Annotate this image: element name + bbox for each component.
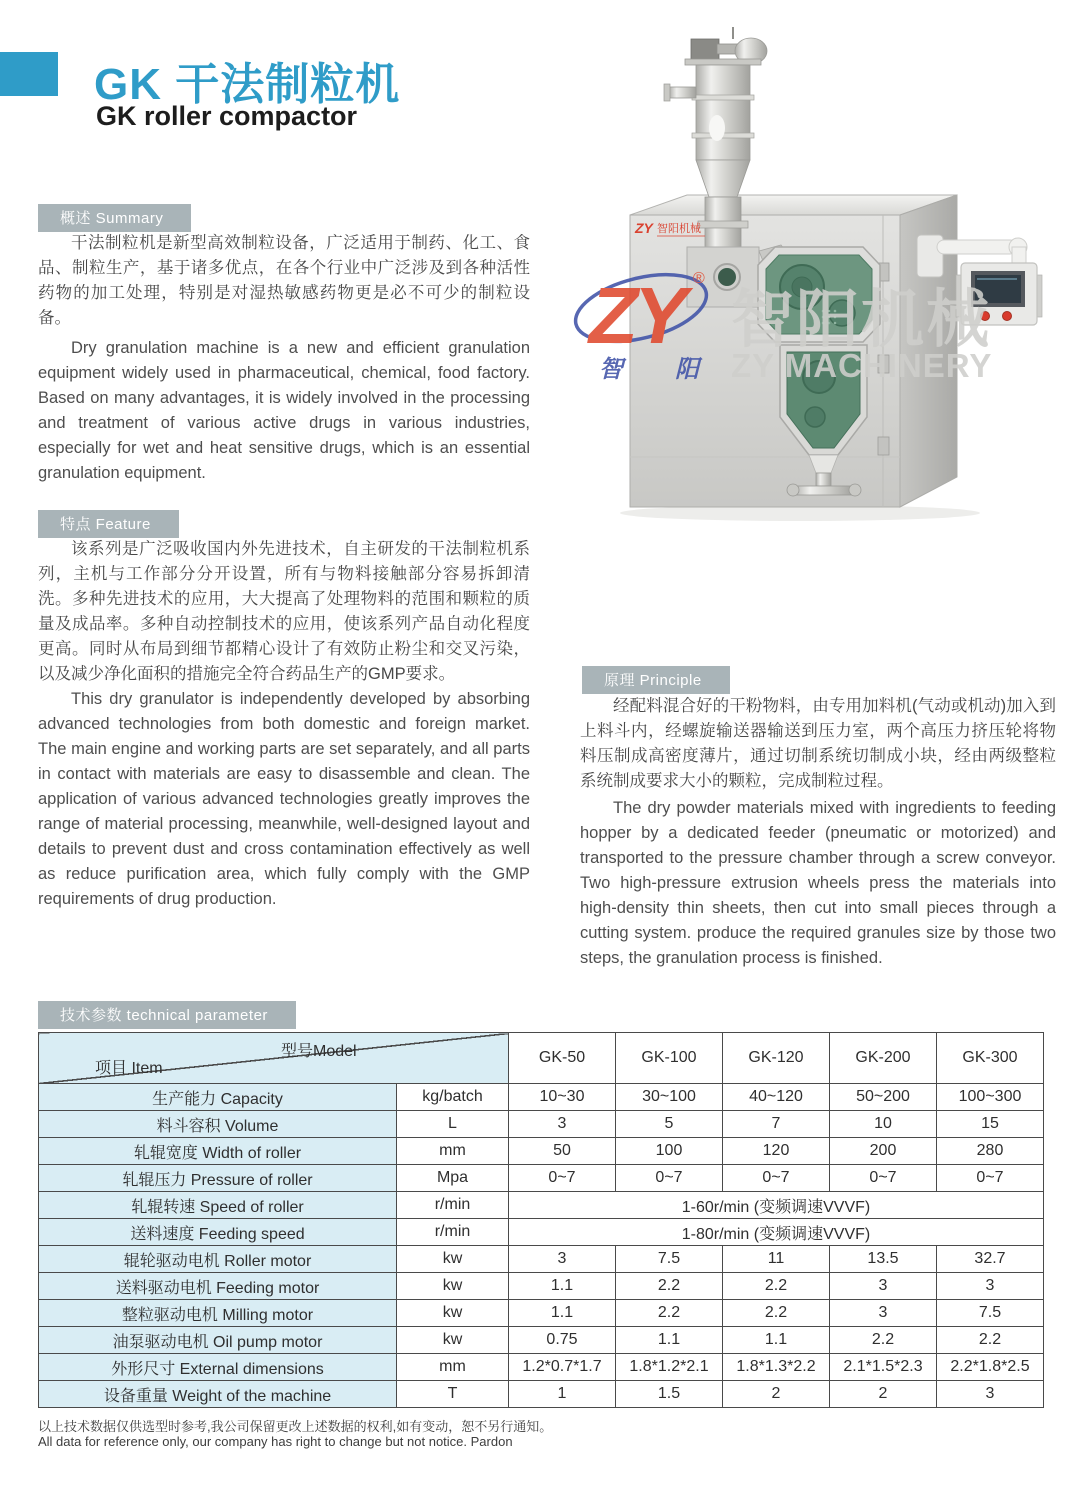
table-cell: 1.8*1.3*2.2 [723,1354,830,1381]
table-cell: 3 [830,1273,937,1300]
table-cell: 50~200 [830,1084,937,1111]
tower-label [709,115,725,141]
table-cell: 1.1 [723,1327,830,1354]
table-cell: 11 [723,1246,830,1273]
table-cell: 1-80r/min (变频调速VVVF) [509,1219,1044,1246]
table-cell: r/min [397,1219,509,1246]
table-cell: 轧辊宽度 Width of roller [39,1138,397,1165]
table-cell: 200 [830,1138,937,1165]
feeder-motor [691,39,719,59]
panel-arm [937,240,1017,254]
footer-note-cn: 以上技术数据仅供选型时参考,我公司保留更改上述数据的权利,如有变动，恕不另行通知。 [38,1419,553,1434]
feature-section-label: 特点 Feature [38,510,179,538]
page-title: GK 干法制粒机 [94,60,401,109]
table-cell: 100~300 [937,1084,1044,1111]
table-row [39,1084,1044,1111]
table-cell: 2.2*1.8*2.5 [937,1354,1044,1381]
table-cell: 3 [937,1273,1044,1300]
table-cell: 生产能力 Capacity [39,1084,397,1111]
table-cell: r/min [397,1192,509,1219]
feature-text-en: This dry granulator is independently developed by absorbing advanced technologies from both domestic and foreign market. The main engine and working parts are set separately, and all parts in contact with materials are easy to disassemble and clean. The application of various advanced technologies greatly improves the range of material processing, meanwhile, well-designed layout and details to prevent dust and cross contamination effectively as well as reduce purification area, which fully comply with the GMP requirements of drug production. [38,690,530,908]
table-cell: kw [397,1300,509,1327]
page-subtitle: GK roller compactor [96,101,358,131]
table-cell: 7.5 [937,1300,1044,1327]
footer-note-en: All data for reference only, our company has right to change but not notice. Pardon [38,1434,513,1449]
badge-name-text: 智阳机械 [657,223,701,235]
table-cell: 7.5 [616,1246,723,1273]
badge-zy-text: ZY [635,220,653,236]
feature-text-cn: 该系列是广泛吸收国内外先进技术，自主研发的干法制粒机系列，主机与工作部分分开设置，所有与物料接触部分容易拆卸清洗。多种先进技术的应用，大大提高了处理物料的范围和颗粒的质量及成品率。多种自动控制技术的应用，使该系列产品自动化程度更高。同时从布局到细节都精心设计了有效防止粉尘和交叉污染，以及减少净化面积的措施完全符合药品生产的GMP要求。 [38,540,530,683]
table-cell: 5 [616,1111,723,1138]
model-column-header: GK-200 [830,1033,937,1084]
table-cell: 料斗容积 Volume [39,1111,397,1138]
table-cell: 整粒驱动电机 Milling motor [39,1300,397,1327]
model-column-header: GK-50 [509,1033,616,1084]
table-row [39,1165,1044,1192]
summary-text-cn: 干法制粒机是新型高效制粒设备，广泛适用于制药、化工、食品、制粒生产，基于诸多优点，在各个行业中广泛涉及到各种活性药物的加工处理，特别是对湿热敏感药物更是必不可少的制粒设备。 [38,234,530,327]
table-cell: 10~30 [509,1084,616,1111]
table-cell: 120 [723,1138,830,1165]
parameters-table [38,1032,1044,1408]
model-column-header: GK-100 [616,1033,723,1084]
footer-note [38,1419,552,1449]
table-row [39,1111,1044,1138]
table-cell: 0~7 [937,1165,1044,1192]
table-cell: kw [397,1273,509,1300]
watermark-zy: ZY [589,271,684,360]
parameters-section-label: 技术参数 technical parameter [38,1001,296,1029]
table-row [39,1138,1044,1165]
table-cell: 2.2 [616,1273,723,1300]
principle-section-label: 原理 Principle [582,666,730,694]
table-cell: 设备重量 Weight of the machine [39,1381,397,1408]
table-cell: 0~7 [509,1165,616,1192]
table-cell: mm [397,1138,509,1165]
table-row [39,1192,1044,1219]
watermark-reg: ® [693,270,705,287]
table-row [39,1246,1044,1273]
table-cell: 1-60r/min (变频调速VVVF) [509,1192,1044,1219]
table-cell: Mpa [397,1165,509,1192]
table-cell: 40~120 [723,1084,830,1111]
table-row [39,1219,1044,1246]
machine-brand-badge [634,220,705,236]
table-cell: L [397,1111,509,1138]
table-cell: 32.7 [937,1246,1044,1273]
table-cell: 13.5 [830,1246,937,1273]
table-row [39,1381,1044,1408]
table-cell: 1.8*1.2*2.1 [616,1354,723,1381]
table-cell: 3 [509,1246,616,1273]
watermark-name-cn: 智阳机械 [731,285,991,355]
table-cell: 2.2 [616,1300,723,1327]
table-cell: 15 [937,1111,1044,1138]
discharge-pipe [816,473,831,486]
table-cell: kg/batch [397,1084,509,1111]
table-cell: 油泵驱动电机 Oil pump motor [39,1327,397,1354]
table-cell: 1 [509,1381,616,1408]
watermark-script: 智 阳 [599,356,713,383]
table-cell: 送料驱动电机 Feeding motor [39,1273,397,1300]
table-cell: 轧辊压力 Pressure of roller [39,1165,397,1192]
table-cell: 2 [723,1381,830,1408]
accent-block [0,52,58,96]
table-cell: 1.1 [509,1273,616,1300]
table-cell: 100 [616,1138,723,1165]
table-cell: 1.1 [509,1300,616,1327]
table-header-row [39,1033,1044,1084]
table-cell: 送料速度 Feeding speed [39,1219,397,1246]
table-cell: 1.2*0.7*1.7 [509,1354,616,1381]
table-cell: 50 [509,1138,616,1165]
table-cell: 2 [830,1381,937,1408]
table-cell: 30~100 [616,1084,723,1111]
parameters-table-body [39,1084,1044,1408]
corner-item-label: 项目 Item [95,1060,163,1077]
table-cell: 2.2 [723,1273,830,1300]
model-column-header: GK-120 [723,1033,830,1084]
watermark-name-en: ZY MACHINERY [731,347,993,384]
table-cell: kw [397,1327,509,1354]
table-row [39,1300,1044,1327]
table-cell: 2.2 [723,1300,830,1327]
table-row [39,1354,1044,1381]
summary-text-en: Dry granulation machine is a new and efficient granulation equipment widely used in pharmaceutical, chemical, food factory. Based on many advantages, it is widely involved in the processing and treatment of various active drugs in various industries, especially for wet and heat sensitive drugs, which is an essential granulation equipment. [38,339,530,482]
table-cell: 0~7 [830,1165,937,1192]
table-row [39,1273,1044,1300]
table-cell: 轧辊转速 Speed of roller [39,1192,397,1219]
model-column-header: GK-300 [937,1033,1044,1084]
table-cell: 280 [937,1138,1044,1165]
panel-button [1003,312,1012,321]
table-cell: 3 [509,1111,616,1138]
table-cell: 0~7 [723,1165,830,1192]
table-cell: 2.1*1.5*2.3 [830,1354,937,1381]
table-cell: 10 [830,1111,937,1138]
table-cell: 2.2 [830,1327,937,1354]
corner-model-label: 型号Model [281,1043,357,1060]
product-photo [565,25,1070,655]
table-cell: 0.75 [509,1327,616,1354]
summary-section-label: 概述 Summary [38,204,191,232]
table-cell: 3 [937,1381,1044,1408]
table-cell: 7 [723,1111,830,1138]
table-cell: 2.2 [937,1327,1044,1354]
machine-illustration [565,25,1070,655]
side-pipe [669,87,696,98]
table-row [39,1327,1044,1354]
principle-text-en: The dry powder materials mixed with ingredients to feeding hopper by a dedicated feeder (pneumatic or motorized) and transported to the pressure chamber through a screw conveyor. Two high-pressure extrusion wheels press the materials into high-density thin sheets, then cut into small pieces through a cutting system. produce the required granules size by those two steps, the granulation process is finished. [580,799,1056,967]
table-corner-cell [39,1033,509,1084]
table-cell: 0~7 [616,1165,723,1192]
table-cell: 外形尺寸 External dimensions [39,1354,397,1381]
table-cell: 3 [830,1300,937,1327]
table-cell: T [397,1381,509,1408]
table-cell: mm [397,1354,509,1381]
table-cell: 1.5 [616,1381,723,1408]
principle-text-cn: 经配料混合好的干粉物料，由专用加料机(气动或机动)加入到上料斗内，经螺旋输送器输送到压力室，两个高压力挤压轮将物料压制成高密度薄片，通过切制系统切制成小块，经由两级整粒系统制成要求大小的颗粒，完成制粒过程。 [580,697,1056,790]
table-cell: kw [397,1246,509,1273]
table-cell: 1.1 [616,1327,723,1354]
table-cell: 辊轮驱动电机 Roller motor [39,1246,397,1273]
